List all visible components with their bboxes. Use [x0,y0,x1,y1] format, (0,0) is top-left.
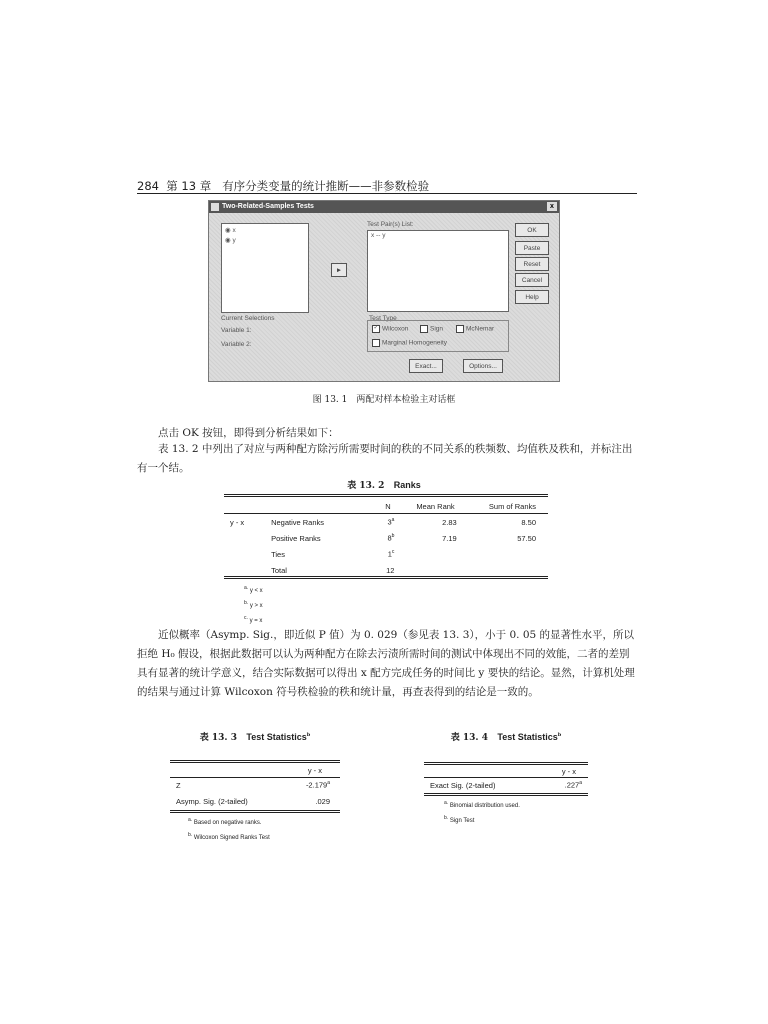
table-row: y - x Negative Ranks 3$^a$ 2.83 8.50 [224,514,548,530]
exact-table-caption: 表 13. 4 Test Statistics$^b$ [450,732,562,743]
variable2-label: Variable 2: [221,341,252,348]
cancel-button[interactable]: Cancel [515,273,549,287]
dialog-screenshot [208,200,560,382]
checkbox-icon [372,339,380,347]
dialog-title: Two-Related-Samples Tests [222,203,314,210]
table-header-row: y - x [561,766,576,776]
options-button[interactable]: Options... [463,359,503,373]
table-row: Ties 1$^c$ [271,549,395,559]
table-row: Exact Sig. (2-tailed) .227$^a$ [430,780,582,790]
reset-button[interactable]: Reset [515,257,549,271]
ranks-table-body [224,514,548,578]
footnote: $^{b.}$ y > x [244,600,263,609]
paragraph-1: 点击 OK 按钮，即得到分析结果如下： [158,427,339,439]
dialog-titlebar [209,201,559,213]
test-pairs-list[interactable] [367,230,509,312]
exact-table-body [424,777,588,793]
footnote: $^{b.}$ Sign Test [444,815,475,824]
footnote: $^{a.}$ Based on negative ranks. [188,817,262,826]
col-header-mean-rank: Mean Rank [416,501,455,511]
ok-button[interactable]: OK [515,223,549,237]
variable1-label: Variable 1: [221,327,252,334]
footnote: $^{c.}$ y = x [244,615,263,624]
table-top-rule [170,760,340,763]
chapter-label: 第 13 章 [166,179,212,193]
footnote: $^{a.}$ y < x [244,585,263,594]
paragraph-2: 表 13. 2 中列出了对应与两种配方除污所需要时间的秩的不同关系的秩频数、均值秩及秩和，并标注出有一个结。 [137,443,633,474]
table-header-row: y - x [307,766,322,775]
footnote: $^{a.}$ Binomial distribution used. [444,800,520,809]
table-row: Total 12 [271,565,395,575]
table-bottom-rule [424,793,588,796]
checkbox-checked-icon: ✓ [373,325,379,331]
table-row: Positive Ranks 8$^b$ 7.19 57.50 [271,533,536,543]
variable-item-y[interactable]: ◉ y [225,237,236,244]
table-bottom-rule [170,810,340,813]
test-type-label: Test Type [369,315,397,322]
ranks-table-caption: 表 13. 2 Ranks [347,480,421,491]
help-button[interactable]: Help [515,290,549,304]
app-icon [211,203,219,211]
running-header [137,178,637,194]
col-header-sum-ranks: Sum of Ranks [488,501,536,511]
table-header-row [224,498,548,514]
ranks-footnotes [244,582,263,627]
variable-list[interactable] [221,223,309,313]
col-header-n: N [385,501,391,511]
exact-footnotes [444,797,520,827]
chapter-title: 有序分类变量的统计推断——非参数检验 [222,179,430,193]
test-pair-item[interactable]: x -- y [371,232,386,239]
sign-checkbox[interactable]: Sign [420,325,443,333]
table-row: Z -2.179$^a$ [176,780,330,790]
marginal-homogeneity-checkbox[interactable]: Marginal Homogeneity [372,339,447,347]
mcnemar-checkbox[interactable]: McNemar [456,325,494,333]
stats-table-caption: 表 13. 3 Test Statistics$^b$ [199,732,311,743]
move-arrow-button[interactable]: ► [331,263,347,277]
checkbox-icon [456,325,464,333]
table-row: Asymp. Sig. (2-tailed) .029 [176,796,330,806]
current-selections-label: Current Selections [221,315,275,322]
test-type-group [367,320,509,352]
group-label: y - x [230,517,245,527]
stats-table [170,764,340,777]
stats-footnotes [188,814,270,844]
stats-table-body [170,777,340,809]
table-bottom-rule [224,576,548,579]
page-number: 284 [137,179,159,193]
figure-caption: 图 13. 1 两配对样本检验主对话框 [312,395,456,405]
close-icon[interactable]: x [547,202,557,211]
test-pairs-label: Test Pair(s) List: [367,221,414,228]
checkbox-icon [420,325,428,333]
paragraph-3: 近似概率（Asymp. Sig.，即近似 P 值）为 0. 029（参见表 13. 3），小于 0. 05 的显著性水平，所以拒绝 H₀ 假设，根据此数据可以认为两种配方在除去污渍所需时间的测试中体现出不同的效能，二者的差别具有显著的统计学意义，结合实际数据可以得出 x 配方完成任务的时间比 y 要快的结论。显然，计算机处理的结果与通过计算 Wilcoxon 符号秩检验的秩和统计量，再查表得到的结论是一致的。 [137,629,635,698]
table-top-rule [224,494,548,497]
variable-item-x[interactable]: ◉ x [225,227,236,234]
exact-table [424,765,588,777]
ranks-table [224,498,548,514]
paste-button[interactable]: Paste [515,241,549,255]
footnote: $^{b.}$ Wilcoxon Signed Ranks Test [188,832,270,841]
header-rule [137,193,637,194]
wilcoxon-checkbox[interactable]: ✓ Wilcoxon [373,325,409,333]
exact-button[interactable]: Exact... [409,359,443,373]
